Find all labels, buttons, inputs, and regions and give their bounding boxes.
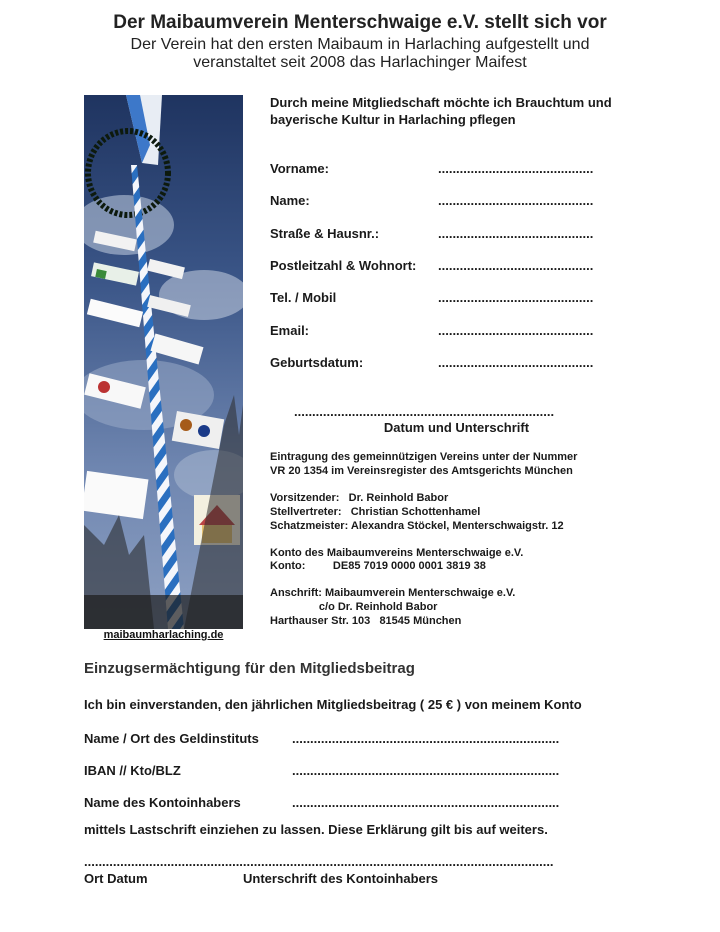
bottom-signature-line[interactable]: ..................................................................................................................................	[84, 854, 554, 869]
subtitle-line-1: Der Verein hat den ersten Maibaum in Harlaching aufgestellt und	[130, 36, 590, 53]
membership-intro	[270, 94, 690, 128]
registration-line-2: VR 20 1354 im Vereinsregister des Amtsgerichts München	[270, 465, 573, 477]
field-label-street: Straße & Hausnr.:	[270, 226, 380, 241]
chair-info: Vorsitzender: Dr. Reinhold Babor	[270, 492, 449, 504]
field-label-phone: Tel. / Mobil	[270, 290, 337, 305]
field-label-birthdate: Geburtsdatum:	[270, 355, 364, 370]
vice-chair-info: Stellvertreter: Christian Schottenhamel	[270, 506, 481, 518]
field-label-email: Email:	[270, 323, 310, 338]
field-input-name[interactable]: ...........................................	[438, 193, 594, 208]
place-date-label: Ort Datum	[84, 871, 148, 886]
bank-name-label: Name / Ort des Geldinstituts	[84, 731, 259, 746]
field-label-name: Name:	[270, 193, 310, 208]
account-holder-input[interactable]: ..........................................................................	[292, 795, 560, 810]
field-input-street[interactable]: ...........................................	[438, 226, 594, 241]
field-input-postcode-city[interactable]: ...........................................	[438, 258, 594, 273]
signature-label: Datum und Unterschrift	[383, 420, 530, 435]
consent-text: Ich bin einverstanden, den jährlichen Mitgliedsbeitrag ( 25 € ) von meinem Konto	[84, 697, 582, 712]
field-input-phone[interactable]: ...........................................	[438, 290, 594, 305]
field-input-email[interactable]: ...........................................	[438, 323, 594, 338]
iban-input[interactable]: ..........................................................................	[292, 763, 560, 778]
signature-line[interactable]: ........................................................................	[294, 404, 555, 419]
address-line-2: c/o Dr. Reinhold Babor	[270, 601, 438, 613]
direct-debit-heading: Einzugsermächtigung für den Mitgliedsbeitrag	[84, 660, 415, 677]
page-title: Der Maibaumverein Menterschwaige e.V. stellt sich vor	[113, 12, 607, 33]
address-line-1: Anschrift: Maibaumverein Menterschwaige e.V.	[270, 587, 516, 599]
account-holder-label: Name des Kontoinhabers	[84, 795, 241, 810]
closing-text: mittels Lastschrift einziehen zu lassen. Diese Erklärung gilt bis auf weiters.	[84, 822, 548, 837]
account-holder-signature-label: Unterschrift des Kontoinhabers	[243, 871, 439, 886]
treasurer-info: Schatzmeister: Alexandra Stöckel, Menterschwaigstr. 12	[270, 520, 564, 532]
field-input-vorname[interactable]: ...........................................	[438, 161, 594, 176]
address-line-3: Harthauser Str. 103 81545 München	[270, 615, 462, 627]
iban-label: IBAN // Kto/BLZ	[84, 763, 181, 778]
account-line-2: Konto: DE85 7019 0000 0001 3819 38	[270, 560, 486, 572]
field-label-vorname: Vorname:	[270, 161, 329, 176]
account-line-1: Konto des Maibaumvereins Menterschwaige e.V.	[270, 547, 524, 559]
bank-name-input[interactable]: ..........................................................................	[292, 731, 560, 746]
intro-line-2: bayerische Kultur in Harlaching pflegen	[270, 112, 516, 127]
field-label-postcode-city: Postleitzahl & Wohnort:	[270, 258, 417, 273]
maypole-photo	[84, 95, 243, 629]
registration-line-1: Eintragung des gemeinnützigen Vereins unter der Nummer	[270, 451, 578, 463]
intro-line-1: Durch meine Mitgliedschaft möchte ich Brauchtum und	[270, 95, 612, 110]
website-link[interactable]: maibaumharlaching.de	[103, 629, 224, 641]
subtitle-line-2: veranstaltet seit 2008 das Harlachinger Maifest	[193, 54, 527, 71]
field-input-birthdate[interactable]: ...........................................	[438, 355, 594, 370]
